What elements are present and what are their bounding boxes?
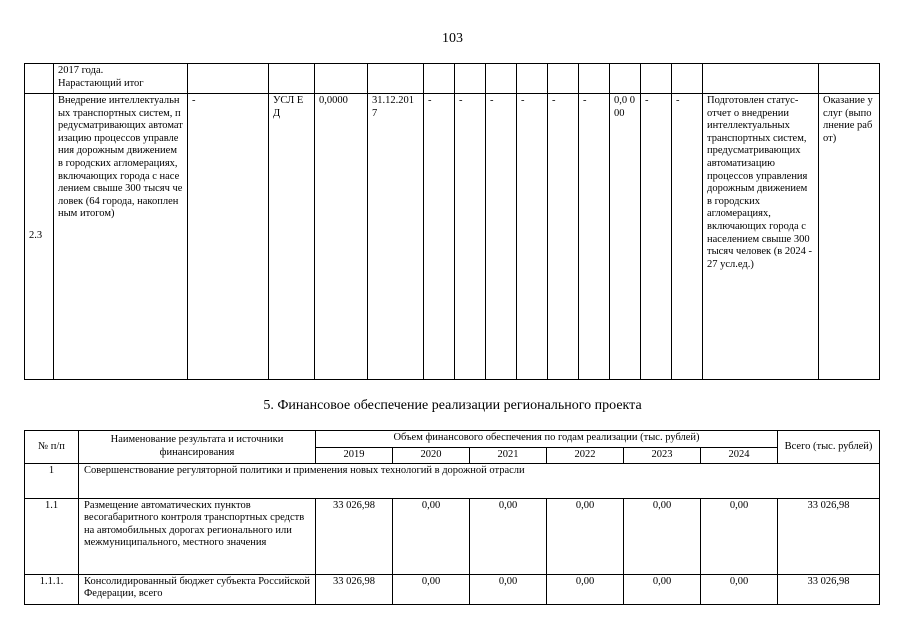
cell <box>25 64 54 94</box>
header-total: Всего (тыс. рублей) <box>778 431 880 464</box>
row-total: 33 026,98 <box>778 498 880 574</box>
row-value: 0,00 <box>393 574 470 604</box>
cell <box>269 64 315 94</box>
row-value: 0,00 <box>393 498 470 574</box>
cell-value: - <box>672 94 703 380</box>
cell <box>517 64 548 94</box>
row-value: 0,00 <box>470 574 547 604</box>
header-num: № п/п <box>25 431 79 464</box>
row-name-line: 2017 года. <box>58 65 104 76</box>
cell <box>641 64 672 94</box>
header-year: 2023 <box>624 448 701 464</box>
cell-num: 2.3 <box>25 94 54 380</box>
page-number: 103 <box>442 31 463 46</box>
section-title: 5. Финансовое обеспечение реализации регионального проекта <box>263 398 642 413</box>
row-num: 1.1 <box>25 498 79 574</box>
row-name-line: Нарастающий итог <box>58 77 144 89</box>
table-row <box>25 64 880 94</box>
cell-type: Оказание услуг (выполнение работ) <box>819 94 880 380</box>
row-name: Совершенствование регуляторной политики и применения новых технологий в дорожной отрасли <box>79 463 880 498</box>
row-value: 0,00 <box>701 574 778 604</box>
cell-name <box>54 64 188 94</box>
cell-unit: УСЛ ЕД <box>269 94 315 380</box>
row-total: 33 026,98 <box>778 574 880 604</box>
cell <box>610 64 641 94</box>
row-value: 33 026,98 <box>316 498 393 574</box>
finance-table <box>24 430 880 605</box>
results-table <box>24 63 880 380</box>
table-row <box>25 463 880 498</box>
cell <box>486 64 517 94</box>
header-year: 2021 <box>470 448 547 464</box>
cell <box>424 64 455 94</box>
cell <box>368 64 424 94</box>
table-row <box>25 498 880 574</box>
cell <box>315 64 368 94</box>
cell-name: Внедрение интеллектуальных транспортных систем, предусматривающих автоматизацию процессов управления дорожным движением в городских агломерациях, включающих города с населением свыше 300 тысяч человек (64 города, накопленным итогом) <box>54 94 188 380</box>
cell-base-date: 31.12.2017 <box>368 94 424 380</box>
table-row <box>25 94 880 380</box>
row-value: 0,00 <box>624 498 701 574</box>
cell-base-value: 0,0000 <box>315 94 368 380</box>
cell-result: Подготовлен статус-отчет о внедрении интеллектуальных транспортных систем, предусматривающих автоматизацию процессов управления дорожным движением в городских агломерациях, включающих города с населением свыше 300 тысяч человек (в 2024 - 27 усл.ед.) <box>703 94 819 380</box>
row-value: 0,00 <box>701 498 778 574</box>
row-value: 0,00 <box>547 574 624 604</box>
row-name: Размещение автоматических пунктов весогабаритного контроля транспортных средств на автомобильных дорогах регионального или межмуниципального, местного значения <box>79 498 316 574</box>
cell-value: - <box>548 94 579 380</box>
table-row <box>25 574 880 604</box>
row-name: Консолидированный бюджет субъекта Российской Федерации, всего <box>79 574 316 604</box>
cell: - <box>188 94 269 380</box>
header-row <box>25 431 880 448</box>
cell <box>188 64 269 94</box>
cell <box>579 64 610 94</box>
row-num: 1.1.1. <box>25 574 79 604</box>
row-value: 33 026,98 <box>316 574 393 604</box>
row-value: 0,00 <box>470 498 547 574</box>
cell-value: - <box>424 94 455 380</box>
header-year: 2019 <box>316 448 393 464</box>
header-volume: Объем финансового обеспечения по годам реализации (тыс. рублей) <box>316 431 778 448</box>
header-year: 2024 <box>701 448 778 464</box>
cell <box>819 64 880 94</box>
cell-value: - <box>517 94 548 380</box>
cell <box>455 64 486 94</box>
cell-value: - <box>579 94 610 380</box>
row-num: 1 <box>25 463 79 498</box>
header-name: Наименование результата и источники финансирования <box>79 431 316 464</box>
header-year: 2022 <box>547 448 624 464</box>
header-year: 2020 <box>393 448 470 464</box>
cell-value: - <box>455 94 486 380</box>
cell <box>672 64 703 94</box>
row-value: 0,00 <box>624 574 701 604</box>
cell <box>703 64 819 94</box>
cell <box>548 64 579 94</box>
row-value: 0,00 <box>547 498 624 574</box>
cell-value: - <box>641 94 672 380</box>
cell-value: 0,0 000 <box>610 94 641 380</box>
cell-value: - <box>486 94 517 380</box>
